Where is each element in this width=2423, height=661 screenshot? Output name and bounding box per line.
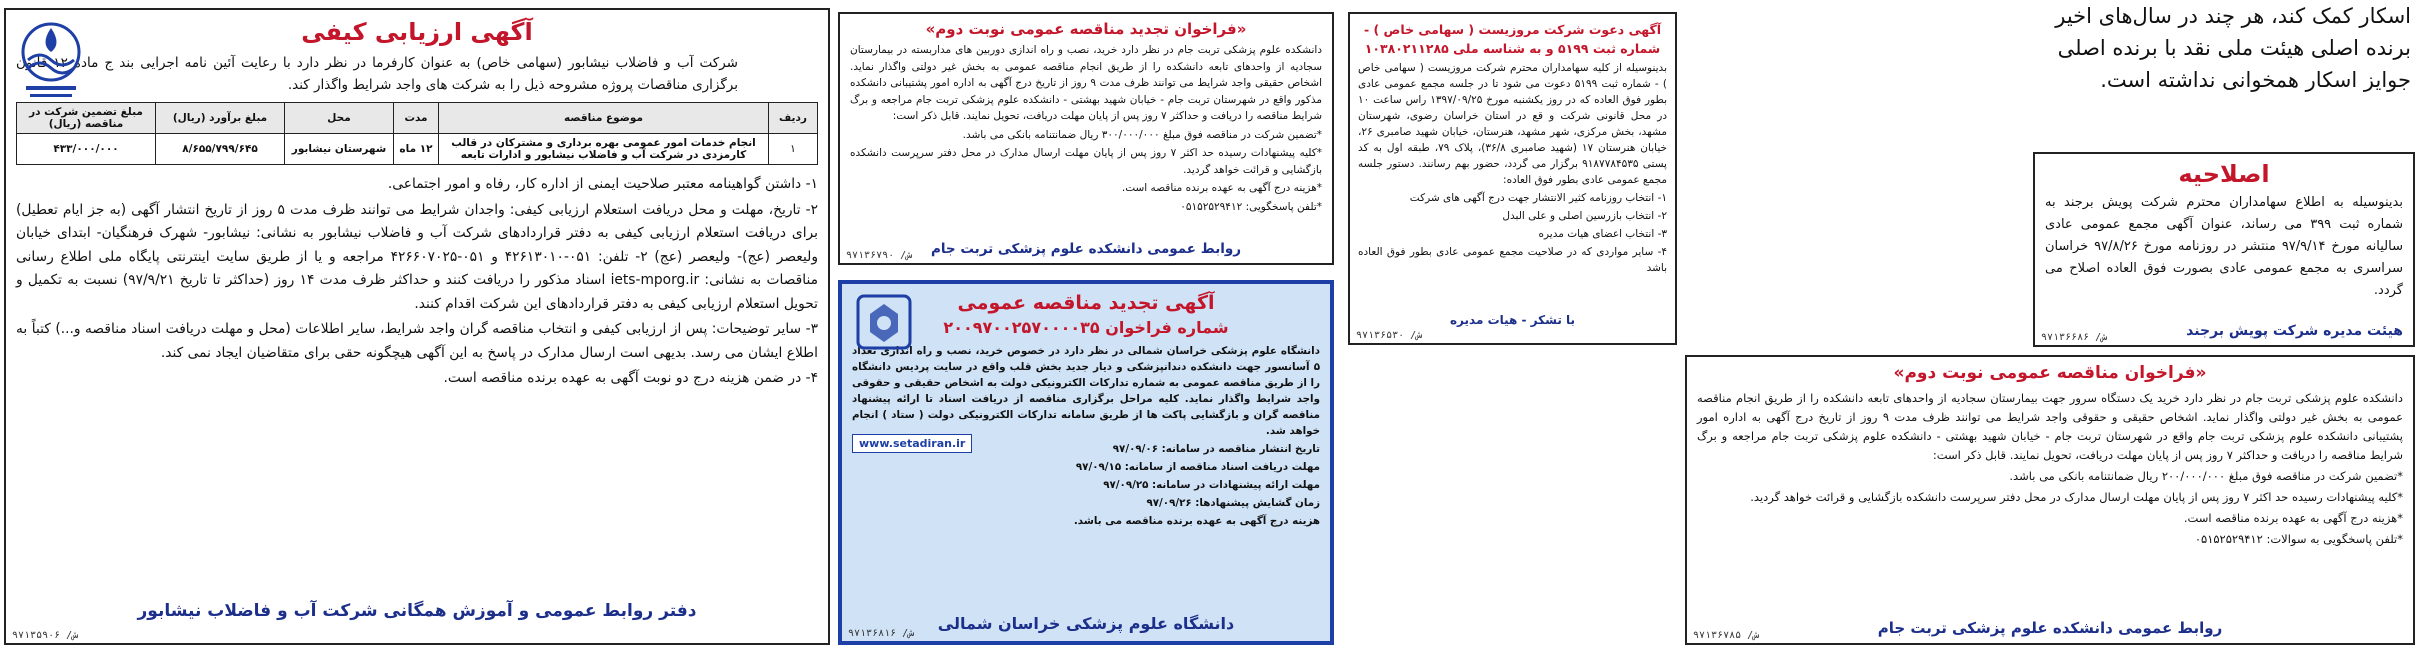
ad-tender-middle-top	[838, 12, 1334, 265]
col-header-guarantee: مبلغ تضمین شرکت در مناقصه (ریال)	[17, 103, 156, 134]
tender-rb-item-1: *تضمین شرکت در مناقصه فوق مبلغ ۲۰۰/۰۰۰/۰۰۰ ریال ضمانتنامه بانکی می باشد.	[2009, 469, 2403, 483]
ad-tender-right-bottom	[1685, 355, 2415, 645]
correction-body: بدینوسیله به اطلاع سهامداران محترم شرکت پویش برجند به شماره ثبت ۳۹۹ می رساند، عنوان آگهی مجمع عمومی عادی سالیانه مورخ ۹۷/۹/۱۴ منتشر در روزنامه مورخ ۹۷/۸/۲۶ خراسان سراسری به مجمع عمومی عادی بصورت فوق العاده اصلاح می گردد.	[2045, 195, 2403, 298]
invitation-intro: بدینوسیله از کلیه سهامداران محترم شرکت مروزیست ( سهامی خاص ) - شماره ثبت ۵۱۹۹ دعوت می شود تا در جلسه مجمع عمومی عادی بطور فوق العاده که در روز یکشنبه مورخ ۱۳۹۷/۰۹/۲۵ راس ساعت ۱۰ در محل قانونی شرکت و قع در استان خراسان رضوی، شهرستان مشهد، بخش مرکزی، شهر مشهد، هنرستان، خیابان شهید صامبری ۲۶، خیابان هنرستان ۱۷ (شهید صامبری ۳۶/۸)، پلاک ۷۹، طبقه اول به کد پستی ۹۱۸۷۷۸۴۵۳۵ برگزار می گردد، حضور بهم رسانند. دستور جلسه مجمع عمومی عادی بطور فوق العاده:	[1358, 62, 1668, 186]
tender-rb-item-3: *هزینه درج آگهی به عهده برنده مناقصه است.	[2183, 511, 2403, 525]
tender-mb-logo	[854, 292, 914, 352]
quality-paragraph-4: ۴- در ضمن هزینه درج دو نوبت آگهی به عهده برنده مناقصه است.	[443, 370, 818, 386]
ad-tender-middle-bottom	[838, 280, 1334, 645]
invitation-item-1: ۱- انتخاب روزنامه کثیر الانتشار جهت درج آگهی های شرکت	[1409, 192, 1667, 204]
tender-rb-title: «فراخوان مناقصه عمومی نوبت دوم»	[1893, 363, 2207, 383]
correction-code: ۹۷۱۳۶۶۸۶ /ش	[2041, 332, 2108, 343]
tender-mt-footer: روابط عمومی دانشکده علوم پزشکی تربت جام	[930, 241, 1242, 257]
tender-mb-title: آگهی تجدید مناقصه عمومی	[957, 292, 1215, 314]
col-header-duration: مدت	[394, 103, 439, 134]
tender-mb-item-1: تاریخ انتشار مناقصه در سامانه: ۹۷/۰۹/۰۶	[1112, 443, 1320, 455]
tender-mt-code: ۹۷۱۳۶۷۹۰ /ش	[846, 250, 913, 261]
tender-mb-item-3: مهلت ارائه پیشنهادات در سامانه: ۹۷/۰۹/۲۵	[1103, 479, 1320, 491]
invitation-title: آگهی دعوت شرکت مروزیست ( سهامی خاص ) - شماره ثبت ۵۱۹۹ و به شناسه ملی ۱۰۳۸۰۲۱۱۲۸۵	[1363, 22, 1662, 56]
ad-invitation	[1348, 12, 1677, 345]
col-header-row-no: ردیف	[769, 103, 818, 134]
far-right-line-1: اسکار کمک کند، هر چند در سال‌های اخیر	[2055, 4, 2411, 28]
quality-paragraph-1: ۱- داشتن گواهینامه معتبر صلاحیت ایمنی از اداره کار، رفاه و امور اجتماعی.	[387, 176, 818, 192]
tender-mt-body	[840, 42, 1332, 215]
water-company-logo-icon	[16, 18, 86, 102]
col-header-location: محل	[285, 103, 394, 134]
quality-code: ۹۷۱۳۵۹۰۶ /ش	[12, 630, 79, 641]
col-header-subject: موضوع مناقصه	[439, 103, 769, 134]
tender-rb-body	[1687, 389, 2413, 549]
col-header-estimate: مبلغ برآورد (ریال)	[156, 103, 285, 134]
tender-rb-footer: روابط عمومی دانشکده علوم پزشکی تربت جام	[1877, 619, 2223, 637]
tender-mb-subtitle: شماره فراخوان ۲۰۰۹۷۰۰۲۵۷۰۰۰۰۳۵	[943, 318, 1229, 337]
tender-rb-item-2: *کلیه پیشنهادات رسیده حد اکثر ۷ روز پس از پایان مهلت ارسال مدارک در محل دفتر سرپرست دانشکده بازگشایی و قرائت خواهد گردید.	[1750, 490, 2403, 504]
correction-title: اصلاحیه	[2178, 160, 2270, 188]
invitation-item-4: ۴- سایر مواردی که در صلاحیت مجمع عمومی عادی بطور فوق العاده باشد	[1358, 246, 1667, 274]
cell-estimate: ۸/۶۵۵/۷۹۹/۶۴۵	[156, 134, 285, 165]
tender-mb-item-4: زمان گشایش پیشنهادها: ۹۷/۰۹/۲۶	[1146, 497, 1320, 509]
cell-row-no: ۱	[769, 134, 818, 165]
tender-mb-item-5: هزینه درج آگهی به عهده برنده مناقصه می باشد.	[1073, 515, 1320, 527]
university-emblem-icon	[854, 292, 914, 352]
tender-rb-code: ۹۷۱۳۶۷۸۵ /ش	[1693, 630, 1760, 641]
tender-mt-intro: دانشکده علوم پزشکی تربت جام در نظر دارد خرید، نصب و راه اندازی دوربین های مداربسته در بیمارستان سجادیه از واحدهای تابعه دانشکده را از طریق انجام مناقصه عمومی به بخش غیر دولتی واگذار نماید. اشخاص حقیقی واجد شرایط می توانند ظرف مدت ۹ روز از تاریخ درج آگهی به اداره امور پشتیبانی دانشکده مذکور واقع در شهرستان تربت جام - خیابان شهید بهشتی - دانشکده علوم پزشکی تربت جام مراجعه و برگ شرایط مناقصه را دریافت و حداکثر ۷ روز پس از پایان مهلت دریافت، تحویل نمایند. قابل ذکر است:	[850, 44, 1322, 122]
tender-mb-item-2: مهلت دریافت اسناد مناقصه از سامانه: ۹۷/۰۹/۱۵	[1075, 461, 1320, 473]
invitation-item-3: ۳- انتخاب اعضای هیات مدیره	[1538, 228, 1667, 240]
cell-location: شهرستان نیشابور	[285, 134, 394, 165]
cell-guarantee: ۴۳۳/۰۰۰/۰۰۰	[17, 134, 156, 165]
invitation-body	[1350, 60, 1675, 276]
quality-body	[6, 173, 828, 391]
tender-mb-website: www.setadiran.ir	[852, 434, 972, 453]
tender-mb-intro: دانشگاه علوم پزشکی خراسان شمالی در نظر دارد در خصوص خرید، نصب و راه اندازی تعداد ۵ آسانسور جهت دانشکده دندانپزشکی و دیار جدید بخش قلب واقع در سایت پردیس دانشگاه را از طریق مناقصه عمومی به شماره تدارکات الکترونیکی دولت به اشخاص حقیقی و حقوقی واجد شرایط واگذار نماید. کلیه مراحل برگزاری مناقصه از دریافت اسناد تا ارائه پیشنهاد مناقصه گران و بازگشایی پاکت ها از طریق سامانه تدارکات الکترونیکی دولت ( ستاد ) انجام خواهد شد.	[852, 345, 1320, 437]
ad-correction	[2033, 152, 2415, 347]
tender-rb-intro: دانشکده علوم پزشکی تربت جام در نظر دارد خرید یک دستگاه سرور جهت بیمارستان سجادیه از واحدهای تابعه دانشکده را از طریق انجام مناقصه عمومی به بخش غیر دولتی واگذار نماید. اشخاص حقیقی و حقوقی واجد شرایط می توانند ظرف مدت ۹ روز از تاریخ درج آگهی به اداره امور پشتیبانی دانشکده علوم پزشکی تربت جام واقع در شهرستان تربت جام - خیابان شهید بهشتی - دانشکده علوم پزشکی تربت جام مراجعه و برگ شرایط مناقصه را دریافت و حداکثر ۷ روز پس از پایان مهلت دریافت، تحویل نمایند. قابل ذکر است:	[1697, 391, 2403, 462]
tender-rb-item-4: *تلفن پاسخگویی به سوالات: ۰۵۱۵۲۵۲۹۴۱۲	[2194, 532, 2403, 546]
far-right-line-3: جوایز اسکار همخوانی نداشته است.	[2100, 68, 2411, 92]
invitation-footer: با تشکر - هیات مدیره	[1449, 313, 1576, 327]
quality-table-header-row	[17, 103, 818, 134]
quality-logo	[16, 18, 86, 102]
quality-paragraph-3: ۳- سایر توضیحات: پس از ارزیابی کیفی و انتخاب مناقصه گران واجد شرایط، سایر اطلاعات (محل و مهلت دریافت اسناد مناقصه و...) کتباً به اطلاع ایشان می رسد. بدیهی است ارسال مدارک در پاسخ به این آگهی هیچگونه حقی برای متقاضیان ایجاد نمی کند.	[16, 321, 818, 361]
invitation-code: ۹۷۱۳۶۵۳۰ /ش	[1356, 330, 1423, 341]
tender-mt-title: «فراخوان تجدید مناقصه عمومی نوبت دوم»	[925, 20, 1247, 38]
far-right-line-2: برنده اصلی هیئت ملی نقد با برنده اصلی	[2057, 36, 2411, 60]
quality-table-wrap	[16, 102, 818, 165]
tender-mt-item-4: *تلفن پاسخگویی: ۰۵۱۵۲۵۲۹۴۱۲	[1180, 200, 1322, 213]
cell-subject: انجام خدمات امور عمومی بهره برداری و مشترکان در قالب کارمزدی در شرکت آب و فاضلاب نیشابور و ادارات تابعه	[439, 134, 769, 165]
tender-mt-item-2: *کلیه پیشنهادات رسیده حد اکثر ۷ روز پس از پایان مهلت ارسال مدارک در محل دفتر سرپرست دانشکده بازگشایی و قرائت خواهد گردید.	[850, 147, 1322, 176]
quality-title: آگهی ارزیابی کیفی	[301, 18, 533, 46]
tender-mb-code: ۹۷۱۳۶۸۱۶ /ش	[848, 628, 915, 639]
ad-far-right	[2033, 0, 2415, 135]
tender-mb-footer: دانشگاه علوم پزشکی خراسان شمالی	[937, 614, 1235, 633]
ad-quality	[4, 8, 830, 645]
cell-duration: ۱۲ ماه	[394, 134, 439, 165]
quality-footer: دفتر روابط عمومی و آموزش همگانی شرکت آب و فاضلاب نیشابور	[137, 601, 697, 621]
quality-intro: شرکت آب و فاضلاب نیشابور (سهامی خاص) به عنوان کارفرما در نظر دارد با رعایت آئین نامه اجرایی بند ج ماده ۱۲ قانون برگزاری مناقصات پروژه مشروحه ذیل را به شرکت های واجد شرایط واگذار کند.	[16, 55, 738, 93]
tender-mt-item-3: *هزینه درج آگهی به عهده برنده مناقصه است.	[1121, 182, 1322, 194]
tender-mt-item-1: *تضمین شرکت در مناقصه فوق مبلغ ۳۰۰/۰۰۰/۰۰۰ ریال ضمانتنامه بانکی می باشد.	[962, 128, 1322, 141]
invitation-item-2: ۲- انتخاب بازرسین اصلی و علی البدل	[1502, 210, 1667, 222]
quality-table	[16, 102, 818, 165]
correction-footer: هیئت مدیره شرکت پویش برجند	[2186, 323, 2403, 339]
table-row	[17, 134, 818, 165]
quality-paragraph-2: ۲- تاریخ، مهلت و محل دریافت استعلام ارزیابی کیفی: واجدان شرایط می توانند ظرف مدت ۵ روز از تاریخ انتشار آگهی (به جز ایام تعطیل) برای دریافت استعلام ارزیابی کیفی به دفتر قراردادهای شرکت آب و فاضلاب نیشابور به نشانی: نیشابور- شهرک فرهنگیان- ابتدای خیابان ولیعصر (عج)- ولیعصر (عج) ۲- تلفن: ۰۵۱-۴۲۶۱۳۰۱۰ و ۰۵۱-۴۲۶۶۰۷۰۲۵ مراجعه و یا از طریق سایت اینترنتی پایگاه ملی اطلاع رسانی مناقصات به نشانی: iets-mporg.ir اسناد مذکور را دریافت کنند و حداکثر ظرف مدت ۱۴ روز (حداکثر تا تاریخ ۹۷/۹/۲۱) نسبت به تکمیل و تحویل استعلام ارزیابی کیفی به دفتر قراردادهای این شرکت اقدام کنند.	[16, 201, 819, 312]
